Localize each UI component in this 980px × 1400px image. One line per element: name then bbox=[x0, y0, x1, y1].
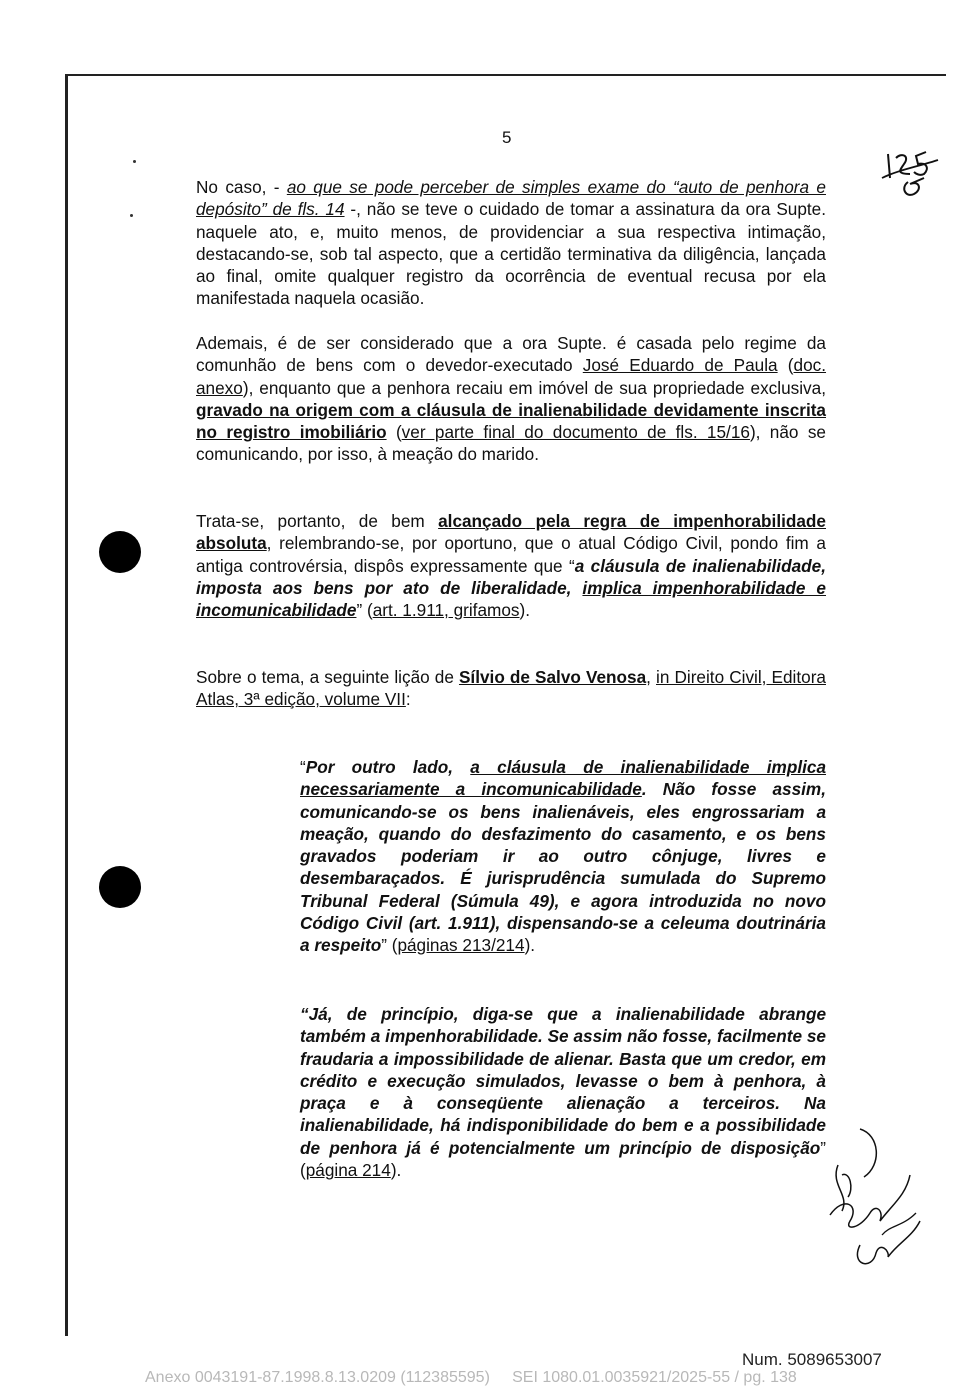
paragraph-3-text: ). bbox=[519, 600, 530, 621]
scan-speck bbox=[130, 214, 133, 217]
book-reference: in Direito Civil, Editora Atlas, 3ª edição, volume VII bbox=[196, 667, 826, 710]
paragraph-4 bbox=[196, 666, 826, 711]
paragraph-3 bbox=[196, 510, 826, 621]
page-left-border bbox=[65, 74, 68, 1336]
paragraph-4-text: , bbox=[646, 667, 657, 687]
punch-hole bbox=[99, 866, 141, 908]
quote-1-text: “ bbox=[300, 757, 306, 777]
handwritten-signature bbox=[820, 1125, 930, 1275]
doc-annex-reference: doc. anexo bbox=[196, 355, 827, 398]
paragraph-1-reference: ao que se pode perceber de simples exame do “auto de penhora e depósito” de fls. 14 bbox=[196, 177, 826, 220]
paragraph-3-text: , relembrando-se, por oportuno, que o atual Código Civil, pondo fim a antiga controvérsia, dispôs expressamente que “ bbox=[196, 533, 826, 576]
inalienability-clause-emphasis: gravado na origem com a cláusula de inalienabilidade devidamente inscrita no registro imobiliário bbox=[196, 399, 826, 443]
paragraph-4-text: Sobre o tema, a seguinte lição de bbox=[196, 667, 459, 687]
footer-stamp: Anexo 0043191-87.1998.8.13.0209 (112385595) SEI 1080.01.0035921/2025-55 / pg. 138 bbox=[145, 1369, 797, 1386]
document-pages-reference: ver parte final do documento de fls. 15/16 bbox=[401, 422, 750, 443]
paragraph-2-text: ), não se comunicando, por isso, à meação do marido. bbox=[196, 422, 826, 465]
quote-1-page-reference: páginas 213/214 bbox=[397, 935, 525, 956]
paragraph-4-text: : bbox=[405, 689, 411, 710]
paragraph-2-text: Ademais, é de ser considerado que a ora Supte. é casada pelo regime da comunhão de bens com o devedor-executado bbox=[196, 333, 826, 376]
debtor-name: José Eduardo de Paula bbox=[582, 355, 778, 376]
author-name: Sílvio de Salvo Venosa bbox=[458, 667, 647, 687]
quote-1-text: . Não fosse assim, comunicando-se os bens inalienáveis, eles engrossariam a meação, quando do desfazimento do casamento, e os bens gravados poderiam ir ao outro cônjuge, livres e desembaraçados. É jurisprudência sumulada do Supremo Tribunal Federal (Súmula 49), e agora introduzida no novo Código Civil (art. 1.911), dispensando-se a celeuma doutrinária a respeito bbox=[300, 779, 826, 956]
page-top-border bbox=[66, 74, 946, 76]
block-quote-1 bbox=[300, 756, 826, 957]
handwritten-page-annotation bbox=[880, 148, 940, 204]
paragraph-3-text: ” ( bbox=[356, 600, 373, 621]
civil-code-quote: a cláusula de inalienabilidade, imposta aos bens por ato de liberalidade, bbox=[196, 555, 826, 598]
quote-2-text: “Já, de princípio, diga-se que a inalienabilidade abrange também a impenhorabilidade. Se assim não fosse, facilmente se fraudaria a impossibilidade de alienar. Basta que um credor, em crédito e execução simulados, levasse o bem à penhora, à praça e à conseqüente alienação a terceiros. Na inalienabilidade, há indisponibilidade do bem e a possibilidade de penhora já é potencialmente um princípio de disposição bbox=[300, 1004, 826, 1158]
paragraph-2-text: ), enquanto que a penhora recaiu em imóvel de sua propriedade exclusiva, bbox=[242, 377, 826, 398]
scan-speck bbox=[133, 160, 136, 163]
impenhorability-emphasis: alcançado pela regra de impenhorabilidade absoluta bbox=[196, 511, 826, 554]
quote-1-text: Por outro lado, bbox=[305, 757, 471, 777]
article-reference: art. 1.911, grifamos bbox=[372, 600, 520, 621]
quote-1-emphasis: a cláusula de inalienabilidade implica necessariamente a incomunicabilidade bbox=[300, 757, 827, 800]
quote-2-page-reference: página 214 bbox=[305, 1160, 391, 1181]
paragraph-2-text: ( bbox=[386, 422, 402, 443]
punch-hole bbox=[99, 531, 141, 573]
quote-1-text: ). bbox=[524, 935, 536, 956]
quote-1-text: ” ( bbox=[381, 935, 398, 956]
quote-2-text: ” ( bbox=[300, 1137, 826, 1181]
paragraph-2-text: ( bbox=[777, 355, 794, 376]
civil-code-quote-emphasis: implica impenhorabilidade e incomunicabilidade bbox=[196, 577, 826, 621]
paragraph-1-text: -, não se teve o cuidado de tomar a assinatura da ora Supte. naquele ato, e, muito menos, de providenciar a sua respectiva intimação, destacando-se, sob tal aspecto, que a certidão terminativa da diligência, lançada ao final, omite qualquer registro da ocorrência de eventual recusa por ela manifestada naquela ocasião. bbox=[196, 199, 827, 309]
paragraph-1-text: No caso, - bbox=[196, 177, 287, 197]
block-quote-2 bbox=[300, 1003, 826, 1181]
paragraph-2 bbox=[196, 332, 826, 466]
paragraph-1 bbox=[196, 176, 826, 310]
quote-2-text: ). bbox=[390, 1160, 402, 1181]
paragraph-3-text: Trata-se, portanto, de bem bbox=[196, 511, 439, 531]
page-number: 5 bbox=[502, 128, 512, 147]
document-number: Num. 5089653007 bbox=[742, 1350, 882, 1369]
